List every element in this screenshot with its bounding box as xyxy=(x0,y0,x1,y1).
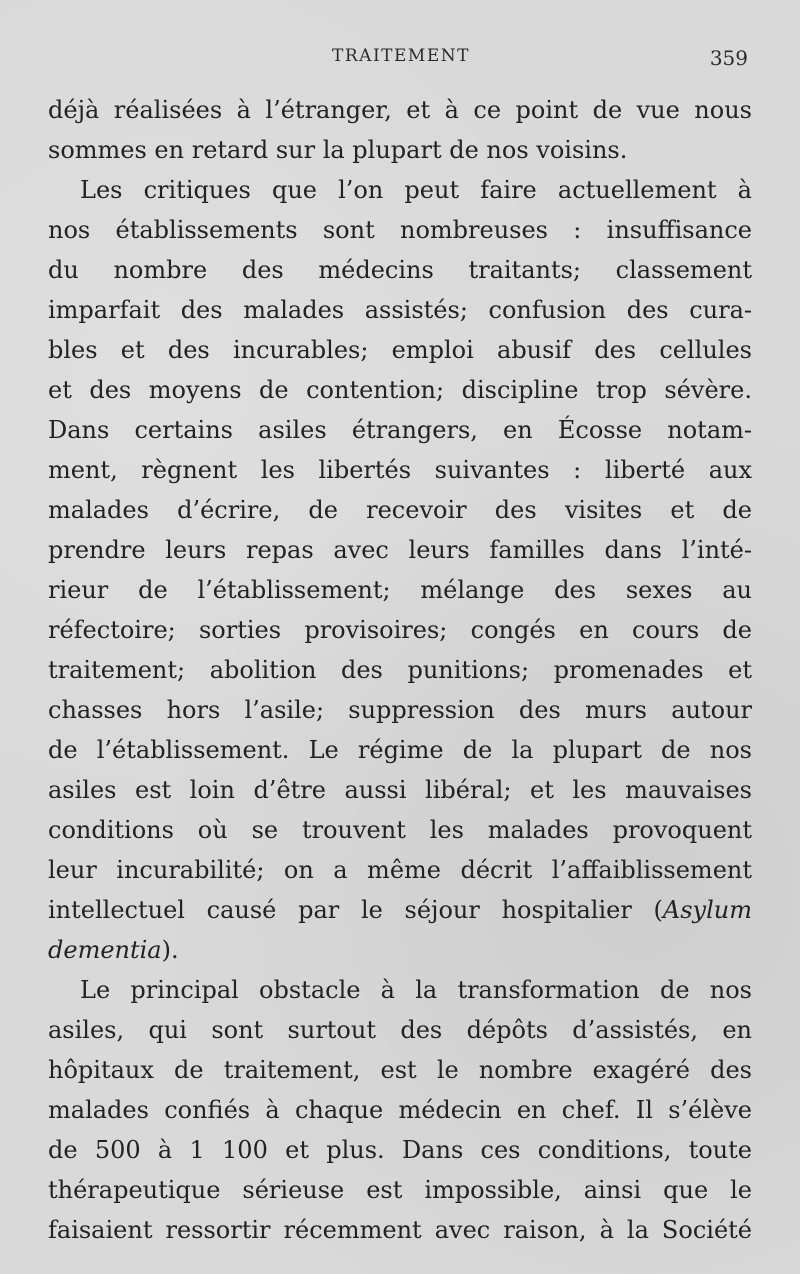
text-line: sommes en retard sur la plupart de nos voisins. xyxy=(48,136,628,164)
italic-term: dementia xyxy=(48,936,162,964)
body-text xyxy=(48,90,752,1250)
text-line: hôpitaux de traitement, est le nombre exagéré des xyxy=(48,1056,752,1084)
text-line: faisaient ressortir récemment avec raison, à la Société xyxy=(48,1216,752,1244)
text-line: ment, règnent les libertés suivantes : liberté aux xyxy=(48,456,752,484)
text-line: malades confiés à chaque médecin en chef. Il s’élève xyxy=(48,1096,752,1124)
text-run: intellectuel causé par le séjour hospitalier ( xyxy=(48,896,663,924)
italic-term: Asylum xyxy=(662,896,752,924)
text-line: asiles, qui sont surtout des dépôts d’assistés, en xyxy=(48,1016,752,1044)
text-line: réfectoire; sorties provisoires; congés en cours de xyxy=(48,616,752,644)
text-line: leur incurabilité; on a même décrit l’affaiblissement xyxy=(48,856,752,884)
page-number: 359 xyxy=(709,46,748,70)
running-head xyxy=(48,46,754,76)
text-line: Dans certains asiles étrangers, en Écosse notam- xyxy=(48,416,752,444)
text-line: de 500 à 1 100 et plus. Dans ces conditions, toute xyxy=(48,1136,752,1164)
text-line: rieur de l’établissement; mélange des sexes au xyxy=(48,576,752,604)
text-line: asiles est loin d’être aussi libéral; et les mauvaises xyxy=(48,776,752,804)
text-line: et des moyens de contention; discipline trop sévère. xyxy=(48,376,752,404)
text-line-italic-run xyxy=(48,890,752,930)
text-line: malades d’écrire, de recevoir des visites et de xyxy=(48,496,752,524)
text-run: ). xyxy=(161,936,179,964)
text-line: bles et des incurables; emploi abusif des cellules xyxy=(48,336,752,364)
text-line: Les critiques que l’on peut faire actuellement à xyxy=(80,176,752,204)
text-line: du nombre des médecins traitants; classement xyxy=(48,256,752,284)
text-line: chasses hors l’asile; suppression des murs autour xyxy=(48,696,752,724)
text-line: thérapeutique sérieuse est impossible, ainsi que le xyxy=(48,1176,752,1204)
text-line: Le principal obstacle à la transformation de nos xyxy=(80,976,752,1004)
text-line: imparfait des malades assistés; confusion des cura- xyxy=(48,296,752,324)
text-line: prendre leurs repas avec leurs familles dans l’inté- xyxy=(48,536,752,564)
text-line: de l’établissement. Le régime de la plupart de nos xyxy=(48,736,752,764)
text-line-italic-end xyxy=(48,930,752,970)
running-title: TRAITEMENT xyxy=(332,46,470,66)
text-line: déjà réalisées à l’étranger, et à ce point de vue nous xyxy=(48,96,752,124)
text-line: conditions où se trouvent les malades provoquent xyxy=(48,816,752,844)
text-line: nos établissements sont nombreuses : insuffisance xyxy=(48,216,752,244)
text-line: traitement; abolition des punitions; promenades et xyxy=(48,656,752,684)
